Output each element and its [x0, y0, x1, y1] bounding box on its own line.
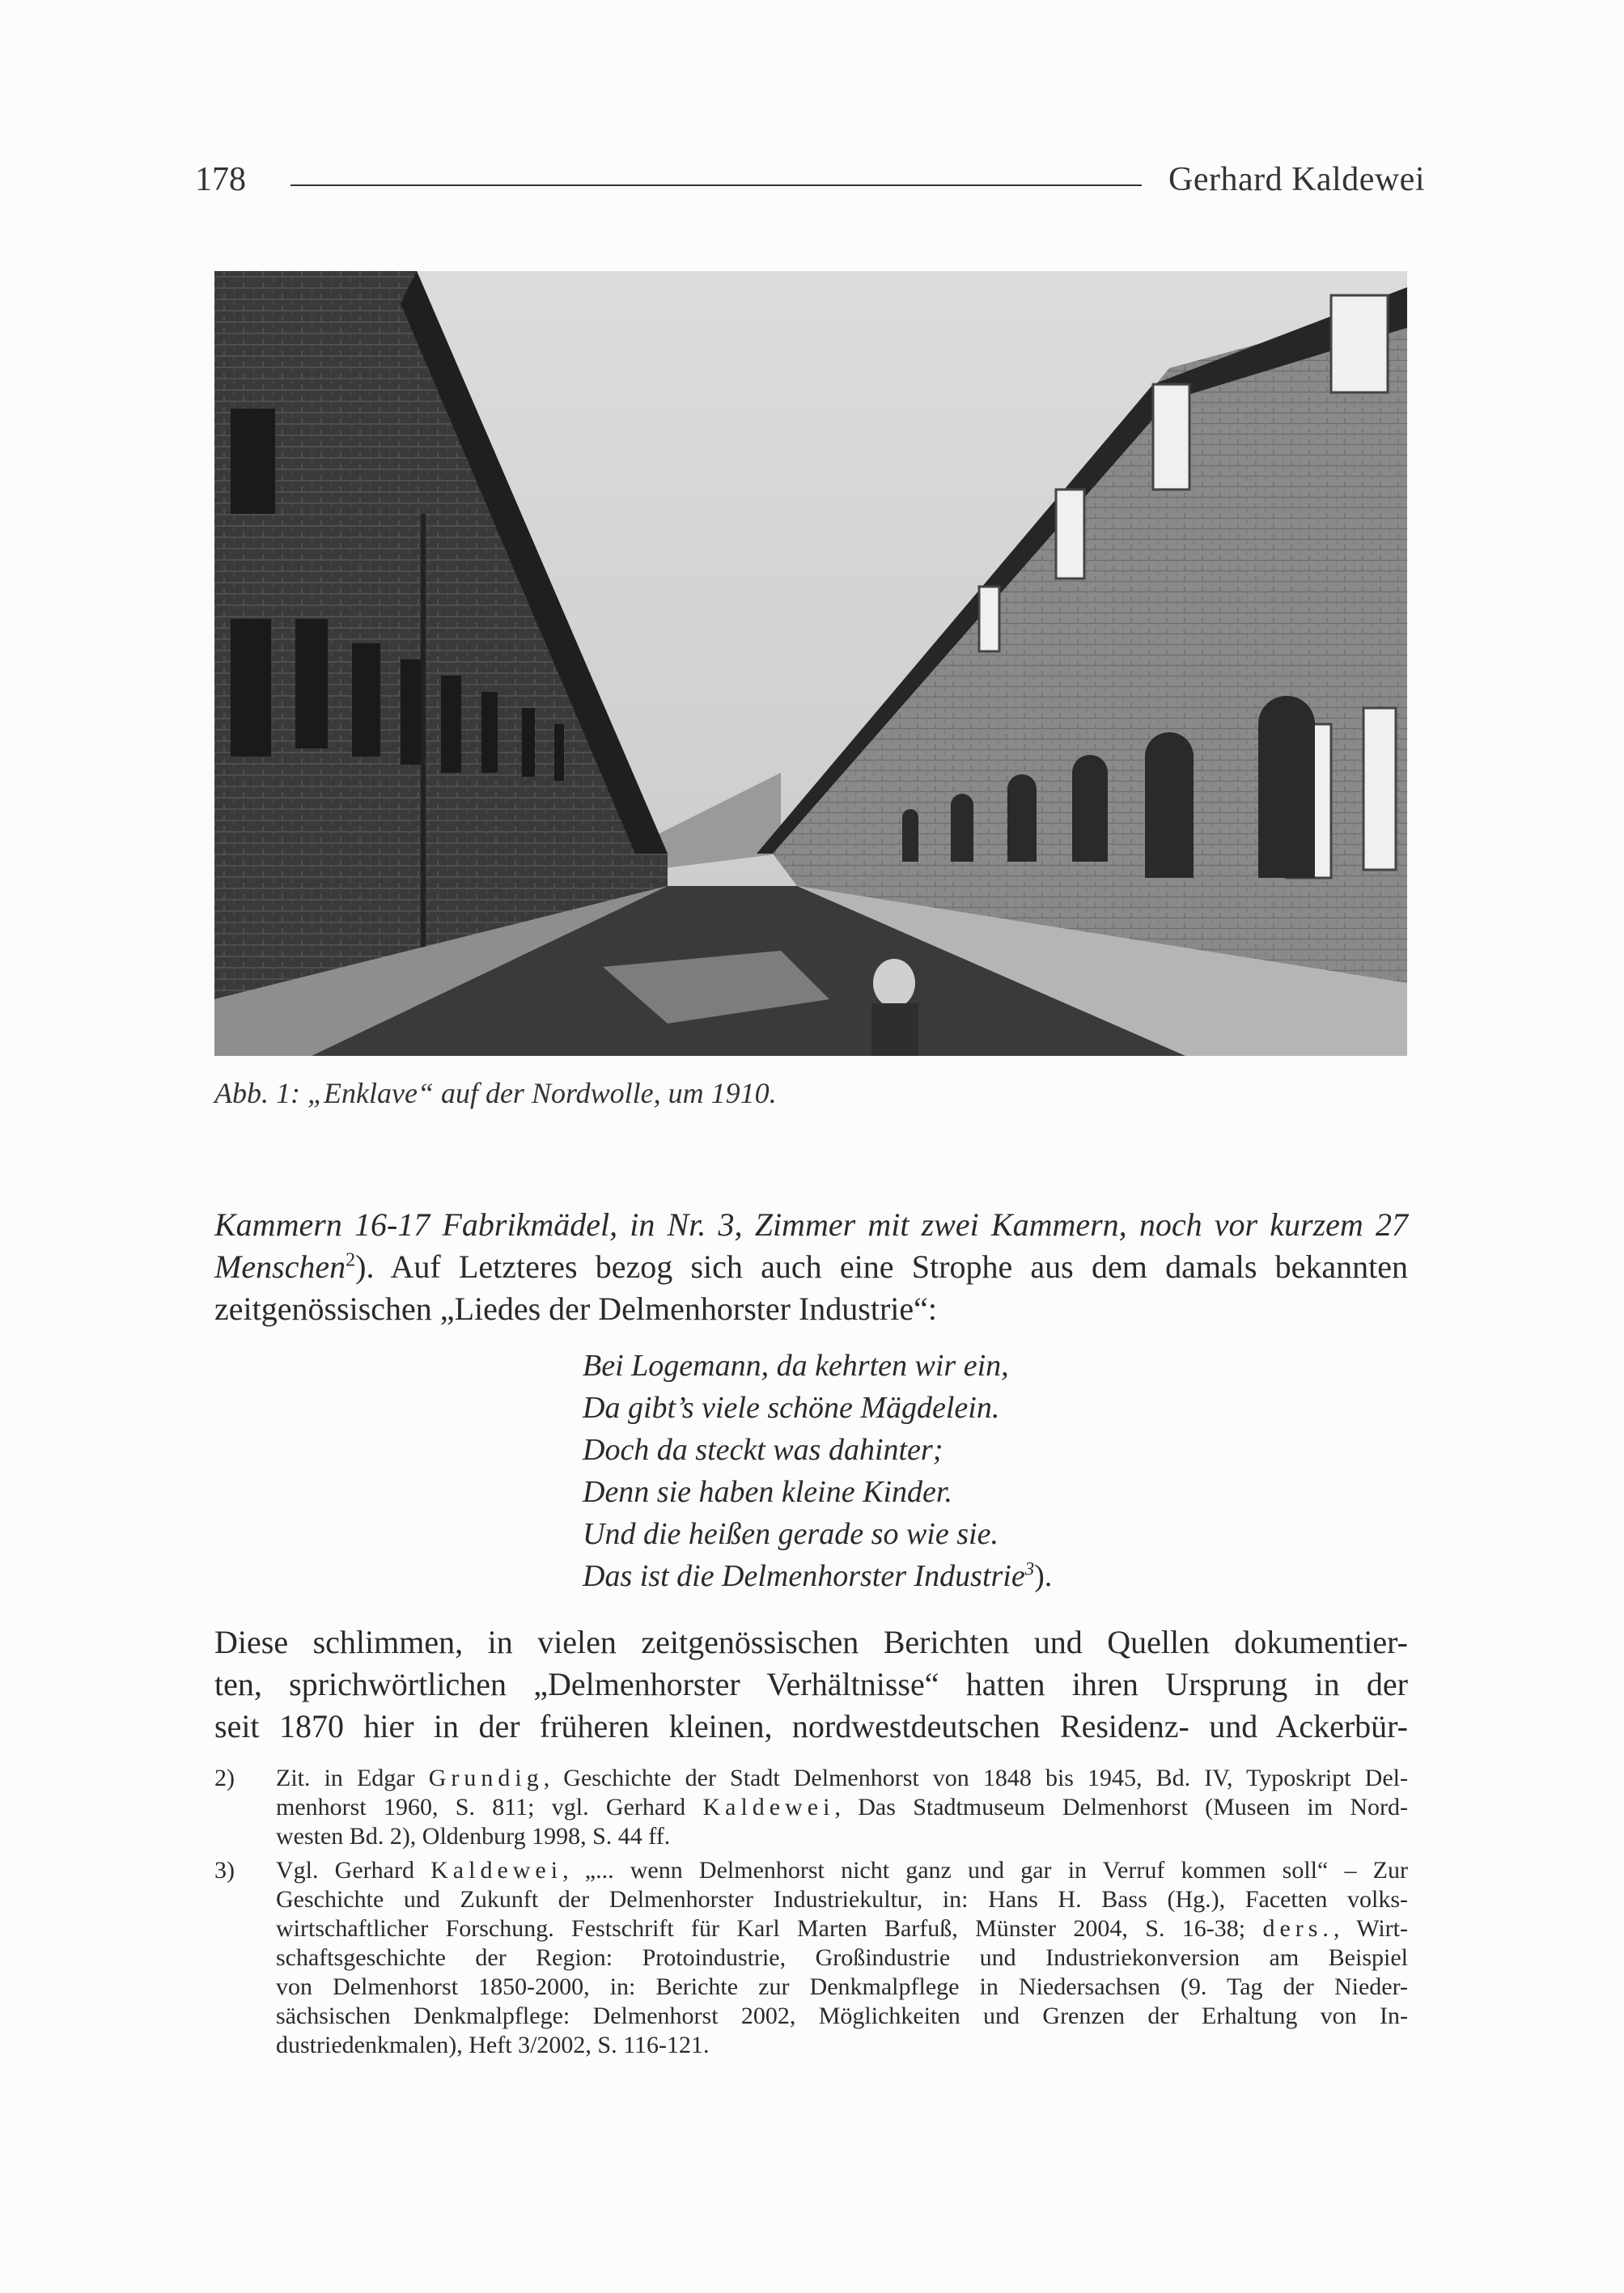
- footnote-3: 3) Vgl. Gerhard Kaldewei, „... wenn Delmenhorst nicht ganz und gar in Verruf kommen soll“ – Zur Geschichte und Zukunft der Delmenhorster Industriekultur, in: Hans H. Bass (Hg.), Facetten volks- wirtschaftlicher Forschung. Festschrift für Karl Marten Barfuß, Münster 2004, S. 16-38; ders., Wirt- schaftsgeschichte der Region: Protoindustrie, Großindustrie und Industriekonversion am Beispiel von Delmenhorst 1850-2000, in: Berichte zur Denkmalpflege in Niedersachsen (9. Tag der Nieder- sächsischen Denkmalpflege: Delmenhorst 2002, Möglichkeiten und Grenzen der Erhaltung von In- dustriedenkmalen), Heft 3/2002, S. 116-121.: [214, 1857, 1408, 2058]
- page-number: 178: [195, 161, 246, 198]
- running-header: [195, 160, 1425, 209]
- body-line-3: zeitgenössischen „Liedes der Delmenhorster Industrie“:: [214, 1291, 938, 1327]
- footnotes: [214, 1764, 1408, 2065]
- stanza-line-3: Doch da steckt was dahinter;: [583, 1433, 943, 1467]
- stanza-line-4: Denn sie haben kleine Kinder.: [583, 1475, 952, 1509]
- running-head-author: Gerhard Kaldewei: [1168, 161, 1425, 198]
- footnote-number: 2): [214, 1765, 235, 1791]
- footnote-ref-2: 2: [346, 1249, 356, 1271]
- figure-caption: Abb. 1: „Enklave“ auf der Nordwolle, um 1910.: [214, 1077, 777, 1109]
- stanza-line-6: Das ist die Delmenhorster Industrie$^3$).: [583, 1558, 1053, 1593]
- quote-line-1: Kammern 16-17 Fabrikmädel, in Nr. 3, Zimmer mit zwei Kammern, noch vor kurzem 27: [214, 1206, 1408, 1243]
- stanza-line-1: Bei Logemann, da kehrten wir ein,: [583, 1349, 1009, 1383]
- song-stanza: [583, 1345, 1052, 1597]
- body-line: ten, sprichwörtlichen „Delmenhorster Verhältnisse“ hatten ihren Ursprung in der: [214, 1666, 1408, 1702]
- footnote-ref-3: 3: [1024, 1558, 1035, 1579]
- stanza-line-2: Da gibt’s viele schöne Mägdelein.: [583, 1391, 1000, 1425]
- body-line: Diese schlimmen, in vielen zeitgenössischen Berichten und Quellen dokumentier-: [214, 1624, 1408, 1660]
- footnote-2: 2) Zit. in Edgar Grundig, Geschichte der Stadt Delmenhorst von 1848 bis 1945, Bd. IV, Typoskript Del- menhorst 1960, S. 811; vgl. Gerhard Kaldewei, Das Stadtmuseum Delmenhorst (Museen im Nord- westen Bd. 2), Oldenburg 1998, S. 44 ff.: [214, 1765, 1408, 1850]
- body-line-2: ). Auf Letzteres bezog sich auch eine Strophe aus dem damals bekannten: [355, 1248, 1408, 1285]
- quote-line-2: Menschen: [214, 1248, 346, 1285]
- header-rule: [290, 184, 1142, 186]
- photograph-enklave: [214, 271, 1407, 1056]
- stanza-line-5: Und die heißen gerade so wie sie.: [583, 1517, 999, 1551]
- footnote-number: 3): [214, 1857, 235, 1884]
- paragraph-2: [214, 1621, 1408, 1748]
- body-line: seit 1870 hier in der früheren kleinen, nordwestdeutschen Residenz- und Ackerbür-: [214, 1708, 1408, 1744]
- paragraph-1: [214, 1204, 1408, 1330]
